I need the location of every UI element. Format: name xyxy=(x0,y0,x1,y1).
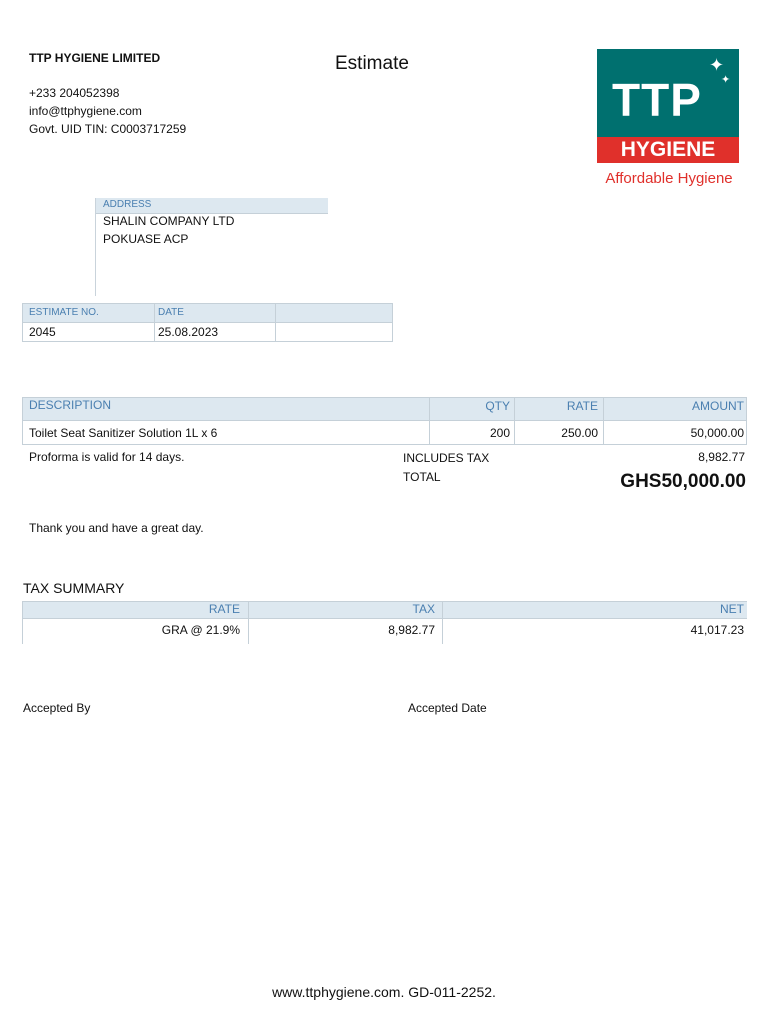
item-rate: 250.00 xyxy=(561,426,598,440)
logo-red-panel xyxy=(597,137,739,163)
footer: www.ttphygiene.com. GD-011-2252. xyxy=(272,984,496,1000)
tax-amount-header: TAX xyxy=(412,602,435,616)
sparkle-icon: ✦ xyxy=(721,74,731,86)
address-line-1: SHALIN COMPANY LTD xyxy=(103,214,235,228)
sparkle-icon: ✦ xyxy=(709,55,725,75)
estimate-number: 2045 xyxy=(29,325,56,339)
total-label: TOTAL xyxy=(403,470,441,484)
includes-tax-label: INCLUDES TAX xyxy=(403,451,490,465)
address-header: ADDRESS xyxy=(96,198,328,214)
total-value: GHS50,000.00 xyxy=(620,471,746,492)
validity-note: Proforma is valid for 14 days. xyxy=(29,450,185,464)
tax-net-header: NET xyxy=(720,602,744,616)
company-phone: +233 204052398 xyxy=(29,86,120,100)
includes-tax-value: 8,982.77 xyxy=(698,450,745,464)
accepted-date-label: Accepted Date xyxy=(408,701,487,715)
address-block xyxy=(95,198,327,296)
thank-you-note: Thank you and have a great day. xyxy=(29,521,204,535)
item-qty: 200 xyxy=(489,426,510,440)
tax-rate-value: GRA @ 21.9% xyxy=(161,623,240,637)
qty-header: QTY xyxy=(485,399,510,413)
items-table xyxy=(22,397,747,445)
company-name: TTP HYGIENE LIMITED xyxy=(29,51,161,65)
estimate-date: 25.08.2023 xyxy=(158,325,219,339)
tax-summary-title: TAX SUMMARY xyxy=(23,580,125,596)
item-amount: 50,000.00 xyxy=(690,426,744,440)
date-header: DATE xyxy=(158,307,184,318)
accepted-by-label: Accepted By xyxy=(23,701,91,715)
logo-tagline: Affordable Hygiene xyxy=(605,170,733,187)
tax-summary-table xyxy=(22,601,747,644)
company-email: info@ttphygiene.com xyxy=(29,104,142,118)
tax-net-value: 41,017.23 xyxy=(690,623,744,637)
logo-top-text: TTP xyxy=(612,74,702,126)
item-description: Toilet Seat Sanitizer Solution 1L x 6 xyxy=(29,426,218,440)
description-header: DESCRIPTION xyxy=(29,398,112,412)
amount-header: AMOUNT xyxy=(692,399,744,413)
document-title: Estimate xyxy=(335,53,409,74)
logo-teal-panel xyxy=(597,49,739,137)
tax-amount-value: 8,982.77 xyxy=(388,623,435,637)
estimate-no-header: ESTIMATE NO. xyxy=(29,307,99,318)
company-tin: Govt. UID TIN: C0003717259 xyxy=(29,122,187,136)
logo-middle-text: HYGIENE xyxy=(620,138,716,161)
estimate-info-table xyxy=(22,303,393,342)
address-line-2: POKUASE ACP xyxy=(103,232,189,246)
rate-header: RATE xyxy=(566,399,598,413)
tax-rate-header: RATE xyxy=(208,602,240,616)
company-logo xyxy=(592,49,746,194)
